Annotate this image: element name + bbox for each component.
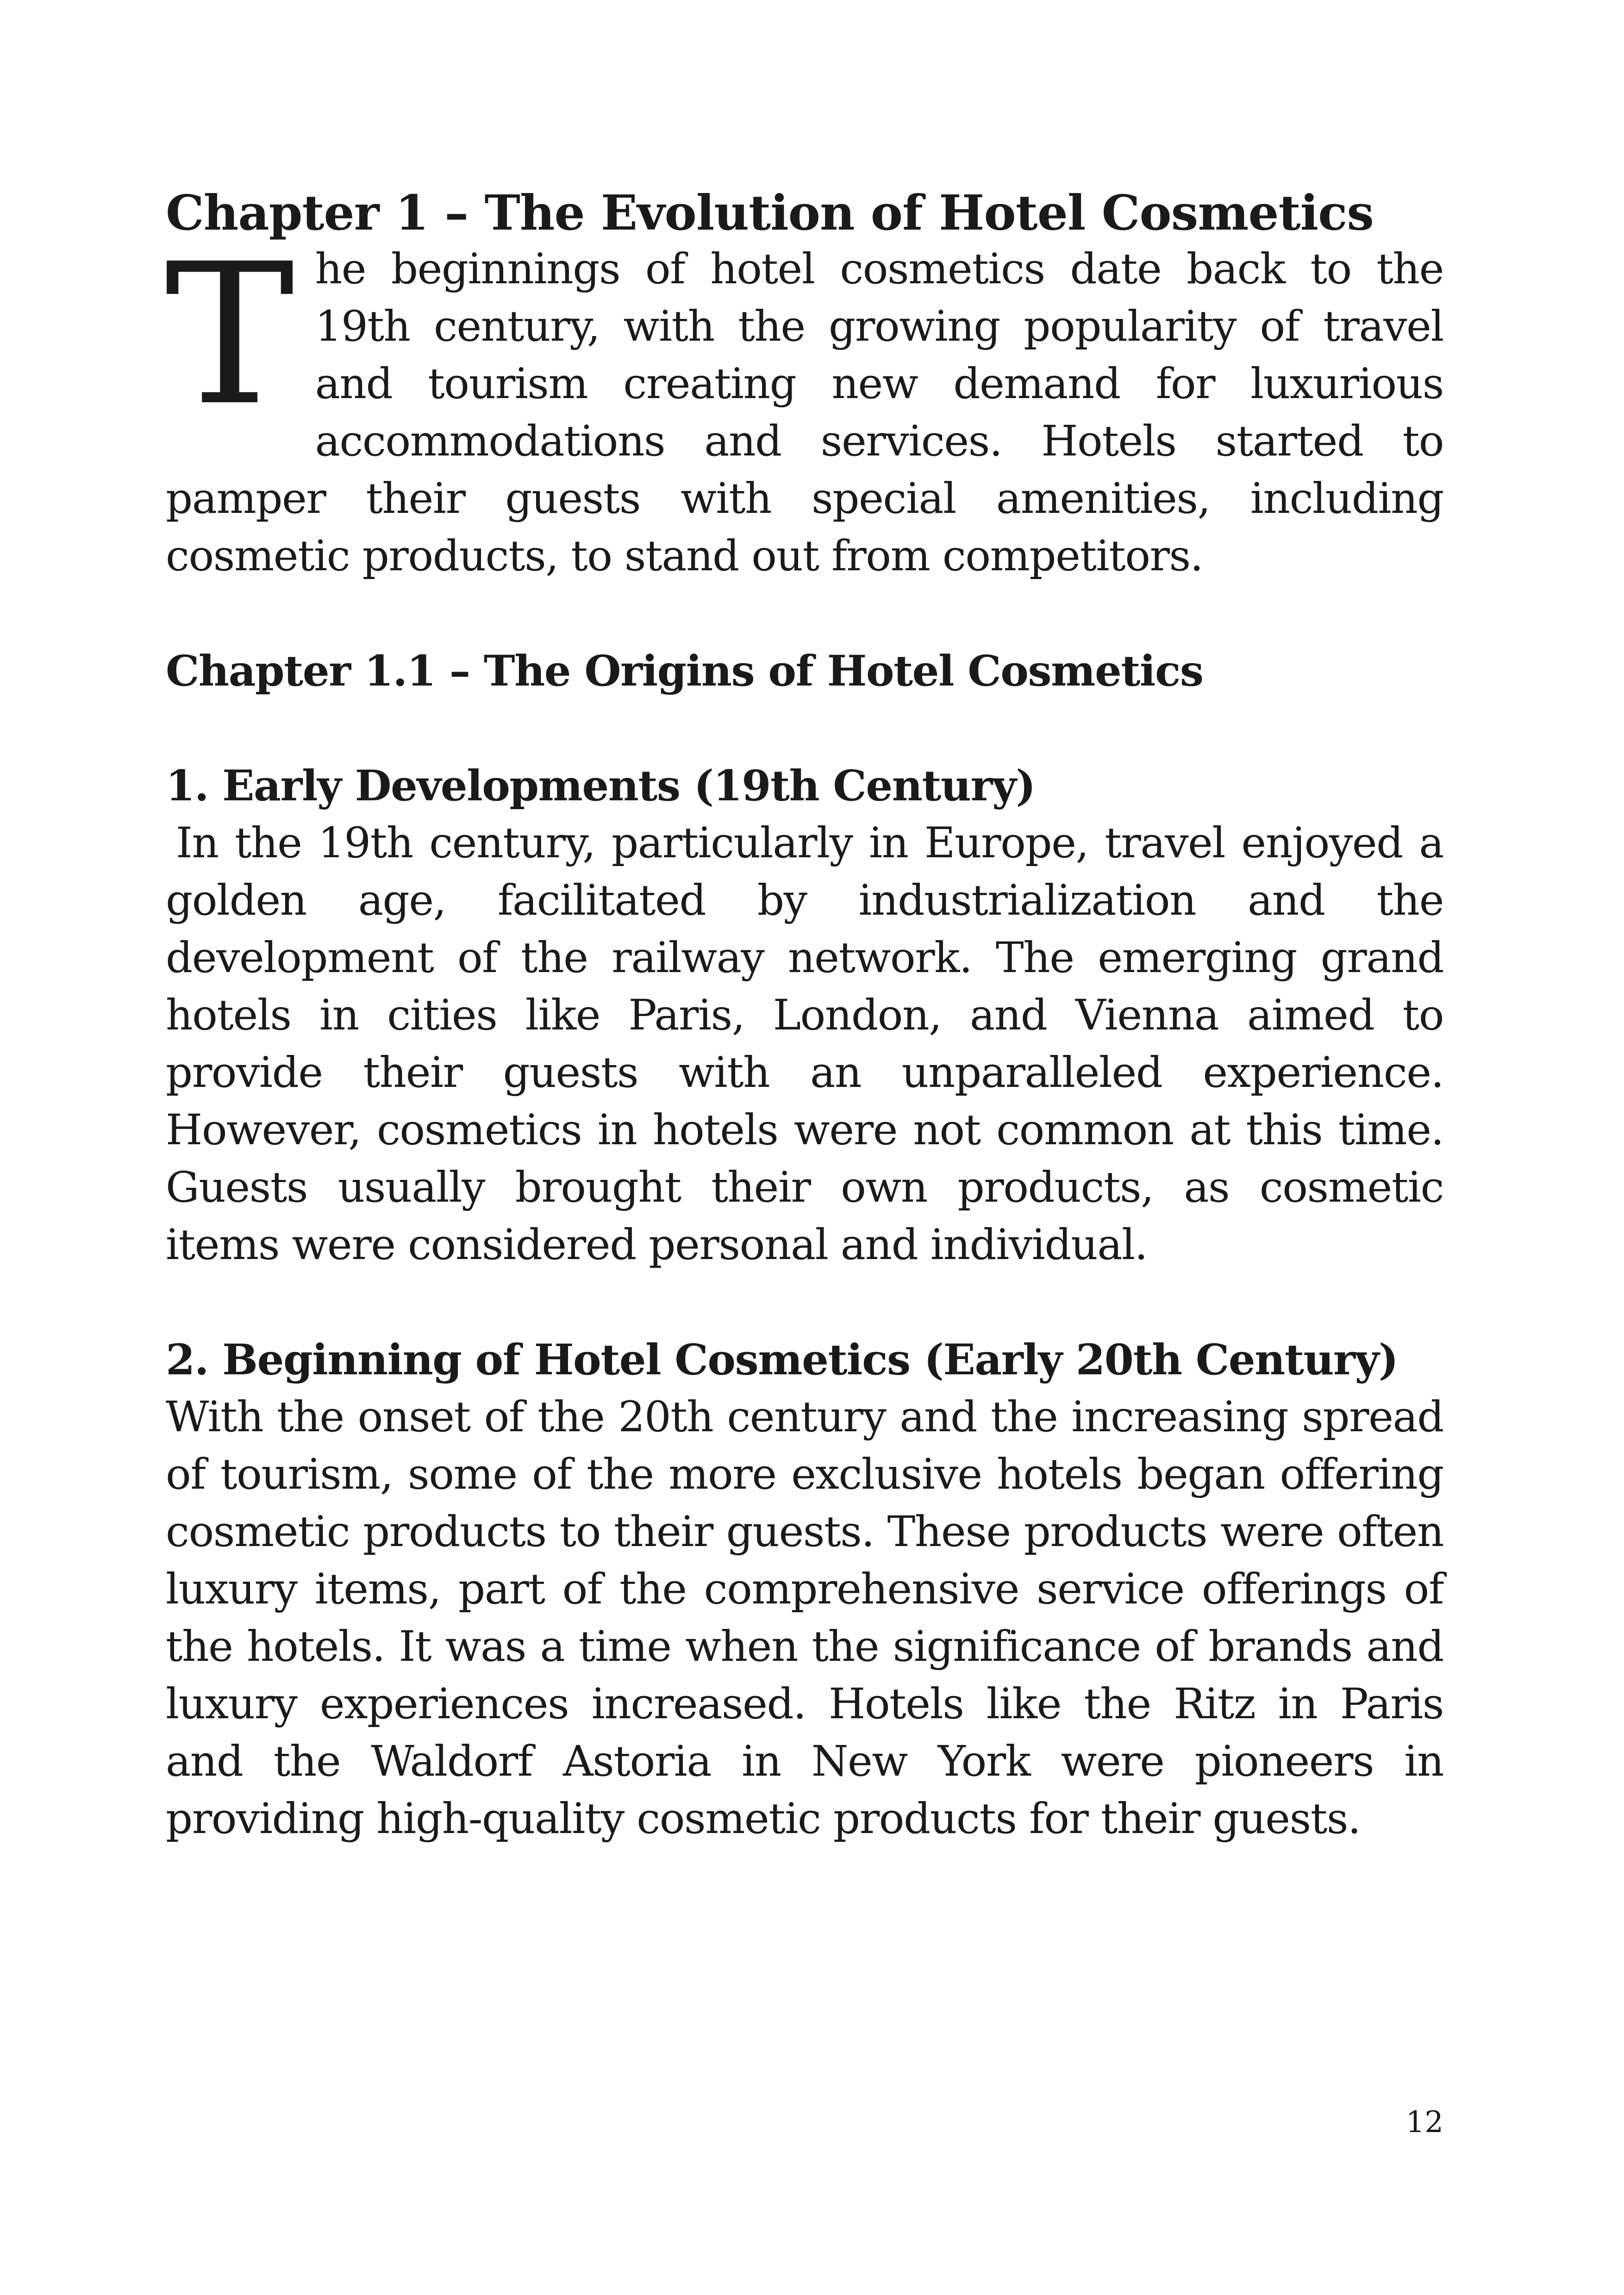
page-number: 12 xyxy=(1405,2105,1443,2139)
chapter-intro-paragraph xyxy=(165,222,1443,585)
chapter-intro-text: he beginnings of hotel cosmetics date back to the 19th century, with the growing popularity of travel and tourism creating new demand for luxurious accommodations and services. Hotels started to pamper their guests with special amenities, including cosmetic products, to stand out from competitors. xyxy=(166,245,1443,580)
subchapter-title: Chapter 1.1 – The Origins of Hotel Cosmetics xyxy=(166,647,1203,696)
section-heading-1: 1. Early Developments (19th Century) xyxy=(166,761,1035,811)
section-heading-2: 2. Beginning of Hotel Cosmetics (Early 20th Century) xyxy=(166,1335,1398,1384)
chapter-title: Chapter 1 – The Evolution of Hotel Cosmetics xyxy=(166,184,1374,241)
page-content xyxy=(166,185,1443,1848)
drop-cap: T xyxy=(165,222,294,449)
section-paragraph-1: In the 19th century, particularly in Europe, travel enjoyed a golden age, facilitated by industrialization and the development of the railway network. The emerging grand hotels in cities like Paris, London, and Vienna aimed to provide their guests with an unparalleled experience. However, cosmetics in hotels were not common at this time. Guests usually brought their own products, as cosmetic items were considered personal and individual. xyxy=(166,819,1443,1269)
section-paragraph-2: With the onset of the 20th century and the increasing spread of tourism, some of the more exclusive hotels began offering cosmetic products to their guests. These products were often luxury items, part of the comprehensive service offerings of the hotels. It was a time when the significance of brands and luxury experiences increased. Hotels like the Ritz in Paris and the Waldorf Astoria in New York were pioneers in providing high-quality cosmetic products for their guests. xyxy=(166,1393,1443,1843)
